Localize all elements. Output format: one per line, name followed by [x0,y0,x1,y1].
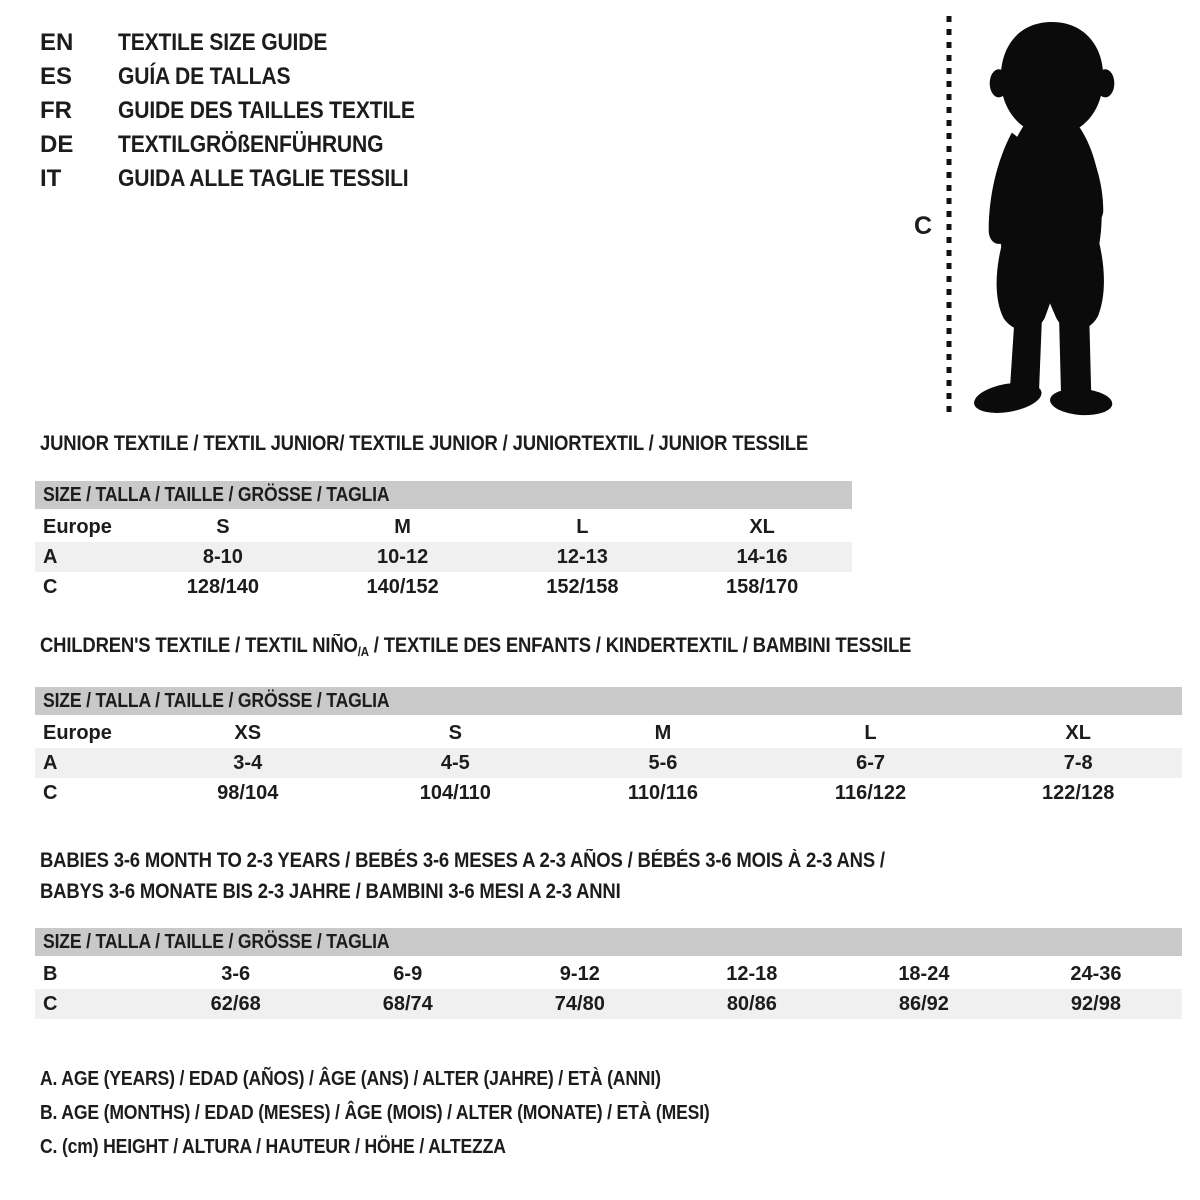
language-row-en [40,26,455,60]
row-label-cell: B [43,962,58,985]
row-label-cell: C [43,992,58,1015]
table-cell: 5-6 [648,751,678,774]
children-section-title: CHILDREN'S TEXTILE / TEXTIL $NIÑO_{/A}$ / TEXTILE DES ENFANTS / KINDERTEXTIL / BAMBINI TESSILE [40,634,912,659]
table-cell: 62/68 [210,992,261,1015]
language-title: GUÍA DE TALLAS [118,63,291,90]
language-title-list [40,26,455,196]
table-cell: 8-10 [202,545,243,568]
size-column-header: XL [1065,721,1091,744]
babies-size-header-bar: SIZE / TALLA / TAILLE / GRÖSSE / TAGLIA [35,928,1182,956]
table-cell: 110/116 [627,781,698,804]
size-column-header: L [576,515,589,538]
table-cell: 116/122 [834,781,907,804]
table-row-height [35,778,1182,808]
measurement-legend [40,1062,801,1164]
table-cell: 152/158 [546,575,619,598]
language-code: EN [40,29,74,56]
legend-line-height-cm: C. (cm) HEIGHT / ALTURA / HAUTEUR / HÖHE / ALTEZZA [40,1136,506,1158]
region-label-cell: Europe [43,515,112,538]
table-cell: 104/110 [419,781,491,804]
row-label-cell: C [43,575,58,598]
table-cell: 80/86 [726,992,777,1015]
table-cell: 122/128 [1042,781,1115,804]
table-cell: 3-6 [221,962,251,985]
table-row-age [35,542,852,572]
table-row-months [35,959,1182,989]
table-cell: 86/92 [898,992,949,1015]
toddler-silhouette-image [962,16,1138,418]
babies-section-title: BABIES 3-6 MONTH TO 2-3 YEARS / BEBÉS 3-6 MESES A 2-3 AÑOS / BÉBÉS 3-6 MOIS À 2-3 ANS / BABYS 3-6 MONATE BIS 2-3 JAHRE / BAMBINI 3-6 MESI A 2-3 ANNI [40,849,885,903]
table-row-height [35,572,852,602]
size-column-header: M [654,721,672,744]
table-cell: 7-8 [1063,751,1093,774]
row-label-cell: A [43,751,58,774]
height-measure-dashed-line [946,16,952,418]
row-label-cell: A [43,545,58,568]
language-code: FR [40,97,72,124]
table-cell: 158/170 [725,575,799,598]
table-cell: 4-5 [440,751,470,774]
table-cell: 6-7 [856,751,885,774]
size-column-header: S [448,721,463,744]
height-measure-label: C [914,212,933,240]
table-cell: 14-16 [736,545,788,568]
language-title: GUIDE DES TAILLES TEXTILE [118,97,415,124]
language-title: GUIDA ALLE TAGLIE TESSILI [118,165,409,192]
table-row-age [35,748,1182,778]
table-cell: 74/80 [554,992,605,1015]
junior-size-header-bar: SIZE / TALLA / TAILLE / GRÖSSE / TAGLIA [35,481,852,509]
table-cell: 12-18 [726,962,778,985]
size-column-header: L [864,721,877,744]
language-row-it [40,162,455,196]
table-cell: 128/140 [186,575,260,598]
table-cell: 92/98 [1070,992,1121,1015]
children-size-header-bar: SIZE / TALLA / TAILLE / GRÖSSE / TAGLIA [35,687,1182,715]
language-code: DE [40,131,74,158]
babies-size-table [35,928,1182,1019]
language-code: IT [40,165,62,192]
junior-section-title: JUNIOR TEXTILE / TEXTIL JUNIOR/ TEXTILE JUNIOR / JUNIORTEXTIL / JUNIOR TESSILE [40,432,809,455]
size-column-header: XL [749,515,775,538]
table-row-height [35,989,1182,1019]
language-row-es [40,60,455,94]
region-label-cell: Europe [43,721,112,744]
size-column-header: XS [234,721,262,744]
size-column-header: M [394,515,411,538]
table-cell: 24-36 [1070,962,1122,985]
table-cell: 3-4 [233,751,263,774]
table-cell: 140/152 [366,575,439,598]
table-row-europe [35,512,852,542]
language-row-fr [40,94,455,128]
table-cell: 18-24 [898,962,950,985]
table-cell: 9-12 [559,962,600,985]
table-row-europe [35,718,1182,748]
children-size-table [35,687,1182,808]
table-cell: 12-13 [556,545,608,568]
language-code: ES [40,63,73,90]
table-cell: 10-12 [377,545,429,568]
language-title: TEXTILGRÖßENFÜHRUNG [118,131,384,158]
row-label-cell: C [43,781,58,804]
table-cell: 98/104 [217,781,279,804]
table-cell: 6-9 [393,962,423,985]
language-title: TEXTILE SIZE GUIDE [118,29,328,56]
junior-size-table [35,481,852,602]
language-row-de [40,128,455,162]
nino-gender-subscript: /A [357,644,369,659]
legend-line-age-years: A. AGE (YEARS) / EDAD (AÑOS) / ÂGE (ANS) / ALTER (JAHRE) / ETÀ (ANNI) [40,1068,661,1090]
size-column-header: S [216,515,230,538]
legend-line-age-months: B. AGE (MONTHS) / EDAD (MESES) / ÂGE (MOIS) / ALTER (MONATE) / ETÀ (MESI) [40,1102,710,1124]
table-cell: 68/74 [382,992,433,1015]
